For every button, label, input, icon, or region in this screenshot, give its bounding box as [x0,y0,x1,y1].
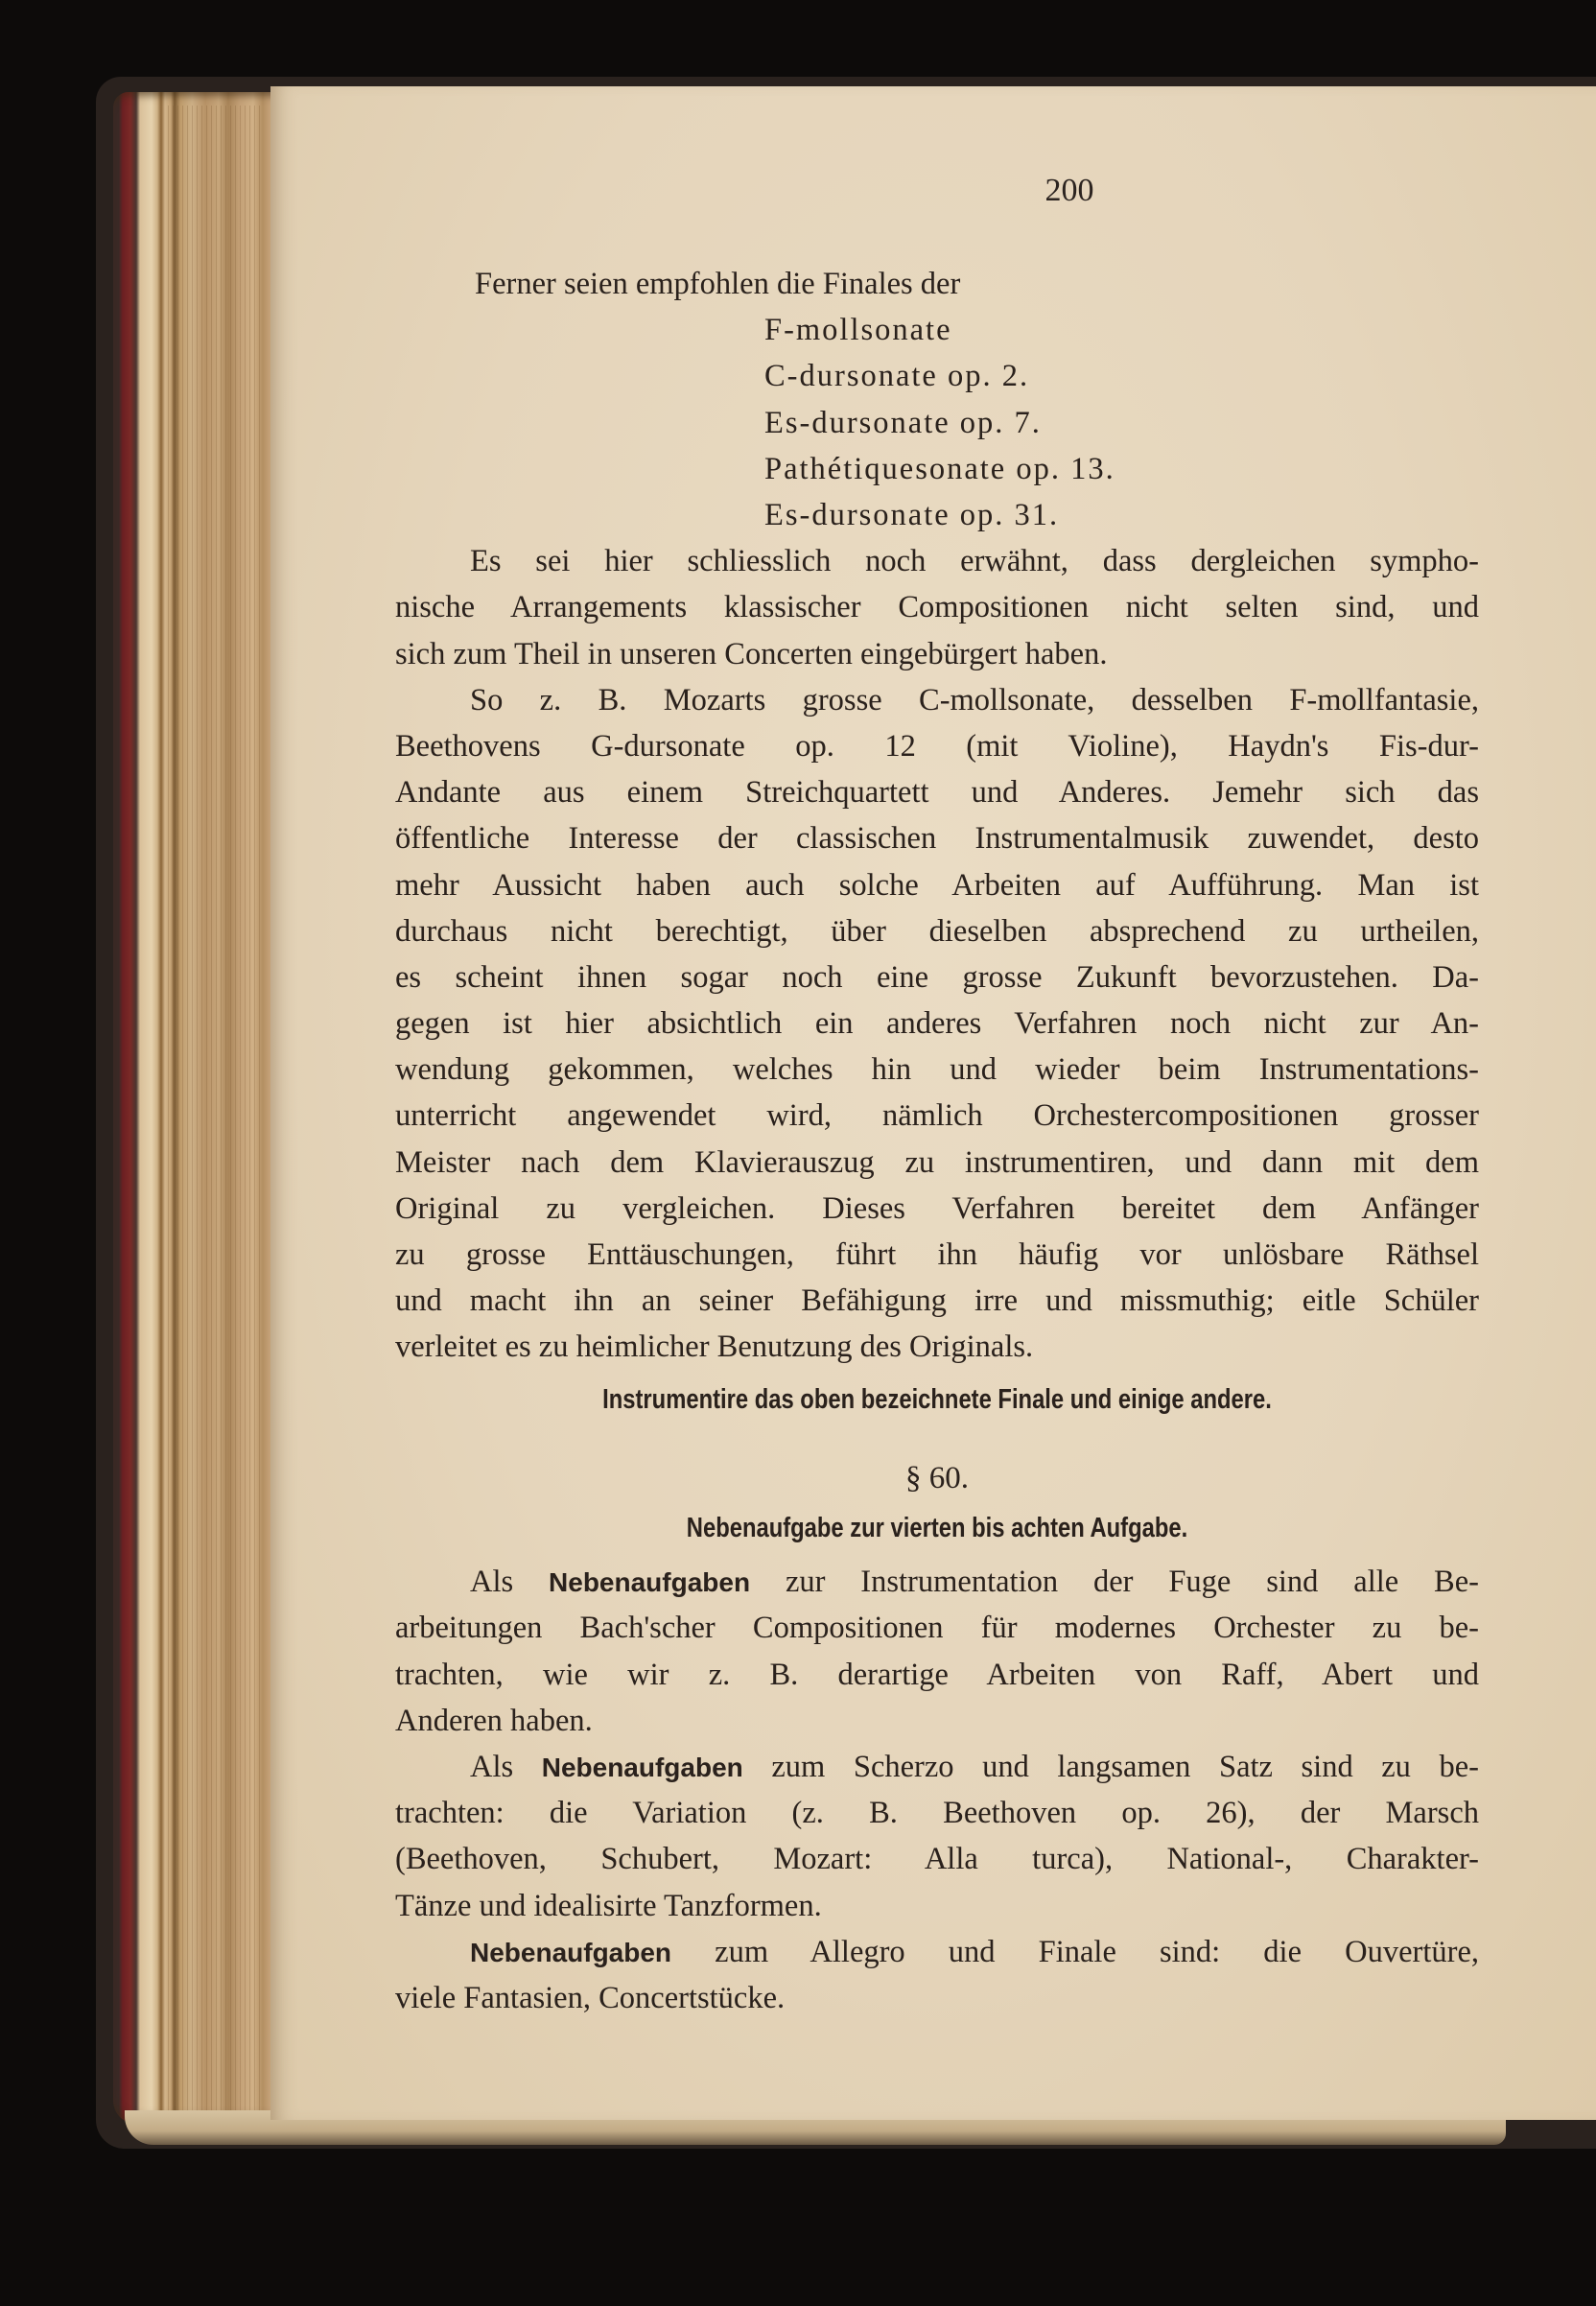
text-line: viele Fantasien, Concertstücke. [395,1980,786,2015]
text-line: Andante aus einem Streichquartett und Anderes. Jemehr sich das [395,775,1479,811]
page-content [395,261,1479,2021]
bold-term: Nebenaufgaben [470,1937,672,1967]
book-page [270,86,1596,2120]
page-stack-texture [168,106,264,2110]
sonata-item: Es-dursonate op. 7. [764,405,1042,440]
text-line: Beethovens G-dursonate op. 12 (mit Violine), Haydn's Fis-dur- [395,728,1479,764]
text-lead: Als [470,1750,514,1784]
sonata-item: Pathétiquesonate op. 13. [764,451,1115,486]
text-line: Es sei hier schliesslich noch erwähnt, dass dergleichen sympho- [470,544,1479,579]
text-line: und macht ihn an seiner Befähigung irre und missmuthig; eitle Schüler [395,1283,1479,1319]
page-number: 200 [1044,173,1094,208]
bold-term: Nebenaufgaben [541,1753,743,1782]
intro-line: Ferner seien empfohlen die Finales der [475,267,961,301]
text-line: So z. B. Mozarts grosse C-mollsonate, desselben F-mollfantasie, [470,682,1479,718]
text-line: nische Arrangements klassischer Compositionen nicht selten sind, und [395,590,1479,625]
paragraph-scherzo [395,1744,1479,1929]
text-line: (Beethoven, Schubert, Mozart: Alla turca), National-, Charakter- [395,1842,1479,1877]
text-line: arbeitungen Bach'scher Compositionen für modernes Orchester zu be- [395,1611,1479,1646]
section-number: § 60. [905,1460,969,1495]
bold-term: Nebenaufgaben [549,1567,751,1598]
sonata-item: C-dursonate op. 2. [764,359,1030,394]
text-line: es scheint ihnen sogar noch eine grosse Zukunft bevorzustehen. Da- [395,959,1479,995]
exercise-instruction: Instrumentire das oben bezeichnete Finale und einige andere. [602,1383,1272,1415]
text-line: unterricht angewendet wird, nämlich Orchestercompositionen grosser [395,1098,1479,1134]
text-line [395,1559,1479,1605]
text-line [395,1929,1479,1975]
sonata-item: F-mollsonate [764,313,952,348]
text-line: öffentliche Interesse der classischen Instrumentalmusik zuwendet, desto [395,821,1479,857]
paragraph-examples [395,677,1479,1371]
text-lead: Als [470,1565,514,1600]
paragraph-arrangements [395,538,1479,677]
text-line: Anderen haben. [395,1703,593,1738]
text-rest: zum Allegro und Finale sind: die Ouvertüre, [715,1934,1479,1969]
section-title: Nebenaufgabe zur vierten bis achten Aufgabe. [686,1513,1188,1544]
sonata-item: Es-dursonate op. 31. [764,498,1060,533]
text-line: zu grosse Enttäuschungen, führt ihn häufig vor unlösbare Räthsel [395,1237,1479,1273]
text-rest: zum Scherzo und langsamen Satz sind zu be- [771,1750,1479,1784]
paragraph-fugue [395,1559,1479,1744]
paragraph-allegro [395,1929,1479,2021]
text-line: verleitet es zu heimlicher Benutzung des Originals. [395,1329,1034,1365]
text-line: gegen ist hier absichtlich ein anderes Verfahren noch nicht zur An- [395,1006,1479,1042]
text-line: trachten, wie wir z. B. derartige Arbeiten von Raff, Abert und [395,1657,1479,1692]
text-line: durchaus nicht berechtigt, über dieselben absprechend zu urtheilen, [395,913,1479,949]
text-line: mehr Aussicht haben auch solche Arbeiten auf Aufführung. Man ist [395,867,1479,903]
text-line: Meister nach dem Klavierauszug zu instrumentiren, und dann mit dem [395,1144,1479,1180]
text-line: wendung gekommen, welches hin und wieder beim Instrumentations- [395,1052,1479,1088]
text-line: sich zum Theil in unseren Concerten eingebürgert haben. [395,636,1108,671]
text-rest: zur Instrumentation der Fuge sind alle Be- [785,1565,1479,1600]
text-line: trachten: die Variation (z. B. Beethoven op. 26), der Marsch [395,1796,1479,1831]
text-line: Original zu vergleichen. Dieses Verfahren bereitet dem Anfänger [395,1190,1479,1226]
text-line: Tänze und idealisirte Tanzformen. [395,1888,822,1923]
text-line [395,1744,1479,1790]
sonata-list [395,307,1479,538]
